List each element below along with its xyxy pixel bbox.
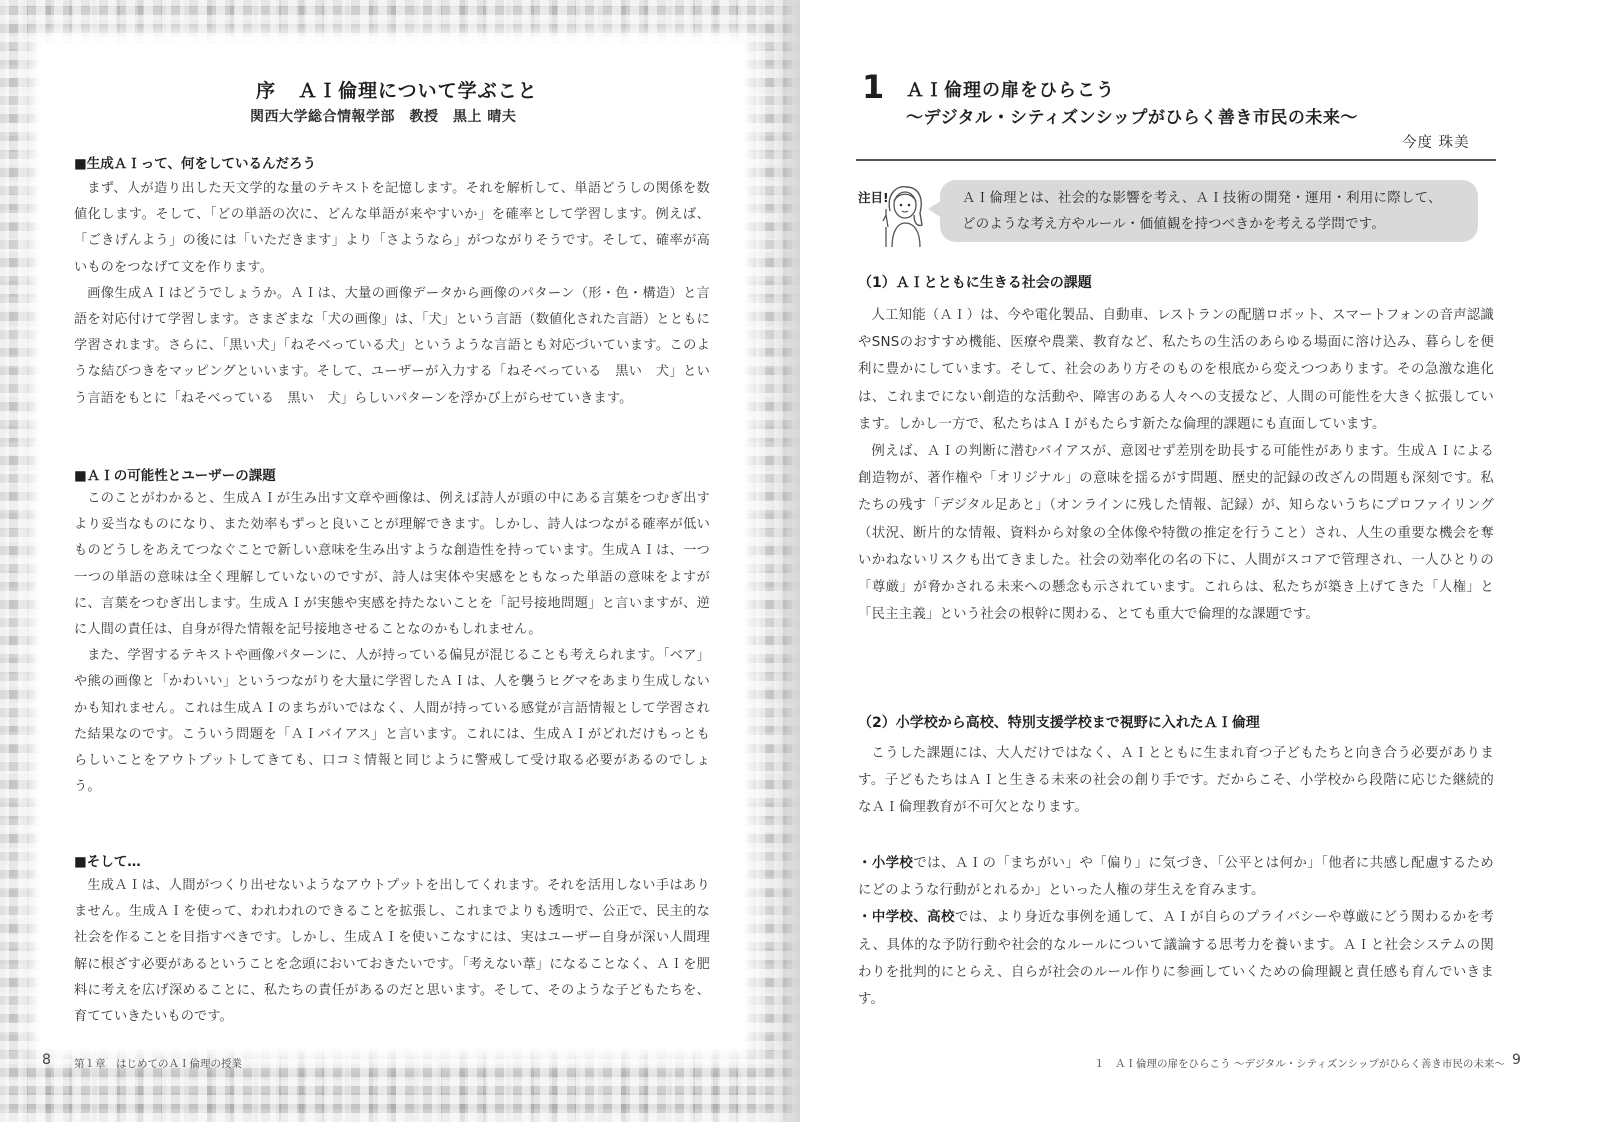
left-page-author: 関西大学総合情報学部 教授 黒上 晴夫	[250, 109, 517, 125]
gutter-shadow	[770, 0, 800, 1122]
paragraph: 画像生成ＡＩはどうでしょうか。ＡＩは、大量の画像データから画像のパターン（形・色・構造）と言語を対応付けて学習します。さまざまな「犬の画像」は、「犬」という言語（数値化された言語）とともに学習されます。さらに、「黒い犬」「ねそべっている犬」というような言語とも対応づいています。このような結びつきをマッピングといいます。そして、ユーザーが入力する「ねそべっている 黒い 犬」という言語をもとに「ねそべっている 黒い 犬」らしいパターンを浮かび上がらせていきます。	[74, 285, 710, 406]
page-number-right: 9	[1512, 1052, 1521, 1068]
notice-label: 注目!	[858, 190, 889, 205]
girl-pointing-icon	[876, 181, 932, 247]
chapter-title: ＡＩ倫理の扉をひらこう	[906, 80, 1115, 101]
paragraph: このことがわかると、生成ＡＩが生み出す文章や画像は、例えば詩人が頭の中にある言葉をつむぎ出すより妥当なものになり、また効率もずっと良いことが理解できます。しかし、詩人はつながる確率が低いものどうしをあえてつなぐことで新しい意味を生み出すような創造性を持っています。生成ＡＩは、一つ一つの単語の意味は全く理解していないのですが、詩人は実体や実感をともなった単語の意味をよすがに、言葉をつむぎ出します。生成ＡＩが実態や実感を持たないことを「記号接地問題」と言いますが、逆に人間の責任は、自身が得た情報を記号接地させることなのかもしれません。	[74, 491, 710, 638]
title-text: ＡＩ倫理について学ぶこと	[298, 80, 538, 102]
chapter-author: 今度 珠美	[1402, 135, 1470, 151]
bullet-text: では、ＡＩの「まちがい」や「偏り」に気づき、「公平とは何か」「他者に共感し配慮するためにどのような行動がとれるか」といった人権の芽生えを育みます。	[858, 856, 1494, 899]
notice-line: ＡＩ倫理とは、社会的な影響を考え、ＡＩ技術の開発・運用・利用に際して、	[962, 191, 1442, 206]
left-page-title	[256, 76, 556, 103]
paragraph: また、学習するテキストや画像パターンに、人が持っている偏見が混じることも考えられます。「ベア」や熊の画像と「かわいい」というつながりを大量に学習したＡＩは、人を襲うヒグマをあまり生成しないかも知れません。これは生成ＡＩのまちがいではなく、人間が持っている感覚が言語情報として学習された結果なのです。こういう問題を「ＡＩバイアス」と言います。これには、生成ＡＩがどれだけもっともらしいことをアウトプットしてきても、口コミ情報と同じように警戒して受け取る必要があるのでしょう。	[74, 648, 710, 795]
section-heading: ■そして…	[74, 854, 141, 870]
paragraph: こうした課題には、大人だけではなく、ＡＩとともに生まれ育つ子どもたちと向き合う必要があります。子どもたちはＡＩと生きる未来の社会の創り手です。だからこそ、小学校から段階に応じた継続的なＡＩ倫理教育が不可欠となります。	[858, 746, 1494, 816]
paragraph: 人工知能（ＡＩ）は、今や電化製品、自動車、レストランの配膳ロボット、スマートフォンの音声認識やSNSのおすすめ機能、医療や農業、教育など、私たちの生活のあらゆる場面に溶け込み、暮らしを便利に豊かにしています。そして、社会のあり方そのものを根底から変えつつあります。その急激な進化は、これまでにない創造的な活動や、障害のある人々への支援など、人間の可能性を大きく拡張しています。しかし一方で、私たちはＡＩがもたらす新たな倫理的課題にも直面しています。	[858, 308, 1494, 432]
chapter-subtitle: ～デジタル・シティズンシップがひらく善き市民の未来～	[906, 108, 1358, 128]
title-rule	[856, 159, 1496, 161]
bullet-list	[858, 850, 1494, 1013]
section-body	[74, 873, 710, 1030]
section-heading: （2）小学校から高校、特別支援学校まで視野に入れたＡＩ倫理	[858, 715, 1260, 731]
section-body	[74, 176, 710, 412]
section-heading: ■生成ＡＩって、何をしているんだろう	[74, 156, 316, 172]
notice-speech-bubble	[940, 180, 1478, 242]
section-body	[858, 740, 1494, 822]
running-head-left: 第１章 はじめてのＡＩ倫理の授業	[74, 1058, 242, 1070]
paragraph: 生成ＡＩは、人間がつくり出せないようなアウトプットを出してくれます。それを活用しない手はありません。生成ＡＩを使って、われわれのできることを拡張し、これまでよりも透明で、公正で、民主的な社会を作ることを目指すべきです。しかし、生成ＡＩを使いこなすには、実はユーザー自身が深い人間理解に根ざす必要があるということを念頭においておきたいです。「考えない葦」になることなく、ＡＩを肥料に考えを広げ深めることに、私たちの責任があるのだと思います。そして、そのような子どもたちを、育てていきたいものです。	[74, 878, 710, 1025]
notice-line: どのような考え方やルール・価値観を持つべきかを考える学問です。	[962, 217, 1386, 232]
running-head-right: １ ＡＩ倫理の扉をひらこう ～デジタル・シティズンシップがひらく善き市民の未来～	[1094, 1058, 1505, 1070]
bullet-lead: ・中学校、高校	[858, 910, 955, 926]
paragraph: 例えば、ＡＩの判断に潜むバイアスが、意図せず差別を助長する可能性があります。生成ＡＩによる創造物が、著作権や「オリジナル」の意味を揺るがす問題、歴史的記録の改ざんの問題も深刻です。私たちの残す「デジタル足あと」（オンラインに残した情報、記録）が、知らないうちにプロファイリング（状況、断片的な情報、資料から対象の全体像や特徴の推定を行うこと）され、人生の重要な機会を奪いかねないリスクも出てきました。社会の効率化の名の下に、人間がスコアで管理され、一人ひとりの「尊厳」が脅かされる未来への懸念も示されています。これらは、私たちが築き上げてきた「人権」と「民主主義」という社会の根幹に関わる、とても重大で倫理的な課題です。	[858, 444, 1494, 623]
bullet-text: では、より身近な事例を通して、ＡＩが自らのプライバシーや尊厳にどう関わるかを考え、具体的な予防行動や社会的なルールについて議論する思考力を養います。ＡＩと社会システムの関わりを批判的にとらえ、自らが社会のルール作りに参画していくための倫理観と責任感も育んでいきます。	[858, 910, 1494, 1008]
list-item	[858, 850, 1494, 904]
paragraph: まず、人が造り出した天文学的な量のテキストを記憶します。それを解析して、単語どうしの関係を数値化します。そして、「どの単語の次に、どんな単語が来やすいか」を確率として学習します。例えば、「ごきげんよう」の後には「いただきます」より「さようなら」がつながりそうです。そして、確率が高いものをつなげて文を作ります。	[74, 181, 710, 275]
section-body	[858, 302, 1494, 628]
section-heading: ■ＡＩの可能性とユーザーの課題	[74, 468, 276, 484]
section-heading: （1）ＡＩとともに生きる社会の課題	[858, 275, 1092, 291]
chapter-number: 1	[862, 68, 885, 106]
title-mark: 序	[256, 80, 277, 102]
list-item	[858, 904, 1494, 1013]
section-body	[74, 486, 710, 800]
page-number-left: 8	[42, 1052, 51, 1068]
bullet-lead: ・小学校	[858, 856, 914, 871]
